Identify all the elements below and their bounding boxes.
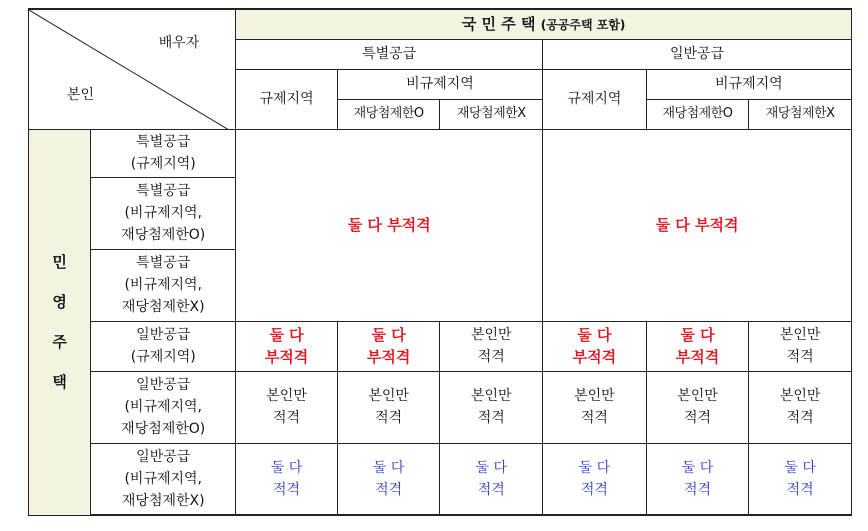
national-housing-header xyxy=(236,9,852,39)
cell-both-eligible: 둘 다 적격 xyxy=(646,443,749,515)
header-general-limit-o: 재당첨제한O xyxy=(646,99,749,129)
side-char: 영 xyxy=(52,293,67,311)
self-label: 본인 xyxy=(67,87,95,103)
cell-both-ineligible: 둘 다 부적격 xyxy=(337,321,440,371)
header-special-limit-x: 재당첨제한X xyxy=(440,99,543,129)
eligibility-table-container xyxy=(28,8,852,514)
cell-self-eligible: 본인만 적격 xyxy=(440,321,543,371)
header-general-limit-x: 재당첨제한X xyxy=(749,99,852,129)
national-housing-title: 국 민 주 택 xyxy=(461,14,536,33)
cell-both-eligible: 둘 다 적격 xyxy=(337,443,440,515)
header-special-regulated: 규제지역 xyxy=(236,69,338,129)
header-general-supply: 일반공급 xyxy=(543,39,852,69)
diagonal-divider xyxy=(29,10,229,130)
national-housing-subtitle: (공공주택 포함) xyxy=(540,17,626,32)
cell-both-eligible: 둘 다 적격 xyxy=(440,443,543,515)
merged-general-ineligible: 둘 다 부적격 xyxy=(543,129,852,321)
corner-header-cell xyxy=(29,9,236,129)
header-general-non-regulated: 비규제지역 xyxy=(646,69,851,99)
row-label: 특별공급 (규제지역) xyxy=(91,129,236,177)
cell-both-eligible: 둘 다 적격 xyxy=(749,443,852,515)
cell-self-eligible: 본인만 적격 xyxy=(749,371,852,443)
header-general-regulated: 규제지역 xyxy=(543,69,647,129)
cell-self-eligible: 본인만 적격 xyxy=(543,371,647,443)
row-label: 일반공급 (비규제지역, 재당첨제한X) xyxy=(91,443,236,515)
cell-both-ineligible: 둘 다 부적격 xyxy=(646,321,749,371)
cell-both-eligible: 둘 다 적격 xyxy=(543,443,647,515)
header-special-limit-o: 재당첨제한O xyxy=(337,99,440,129)
merged-special-ineligible: 둘 다 부적격 xyxy=(236,129,543,321)
cell-self-eligible: 본인만 적격 xyxy=(749,321,852,371)
side-char: 민 xyxy=(52,253,67,271)
cell-both-ineligible: 둘 다 부적격 xyxy=(543,321,647,371)
cell-self-eligible: 본인만 적격 xyxy=(236,371,338,443)
eligibility-table xyxy=(28,8,852,516)
row-label: 특별공급 (비규제지역, 재당첨제한O) xyxy=(91,177,236,249)
header-special-non-regulated: 비규제지역 xyxy=(337,69,542,99)
cell-both-ineligible: 둘 다 부적격 xyxy=(236,321,338,371)
cell-self-eligible: 본인만 적격 xyxy=(646,371,749,443)
cell-both-eligible: 둘 다 적격 xyxy=(236,443,338,515)
header-special-supply: 특별공급 xyxy=(236,39,543,69)
row-label: 일반공급 (규제지역) xyxy=(91,321,236,371)
side-char: 택 xyxy=(52,373,67,391)
private-housing-side-label xyxy=(29,129,91,515)
side-char: 주 xyxy=(52,333,67,351)
cell-self-eligible: 본인만 적격 xyxy=(440,371,543,443)
cell-self-eligible: 본인만 적격 xyxy=(337,371,440,443)
spouse-label: 배우자 xyxy=(158,35,200,51)
row-label: 일반공급 (비규제지역, 재당첨제한O) xyxy=(91,371,236,443)
row-label: 특별공급 (비규제지역, 재당첨제한X) xyxy=(91,249,236,321)
